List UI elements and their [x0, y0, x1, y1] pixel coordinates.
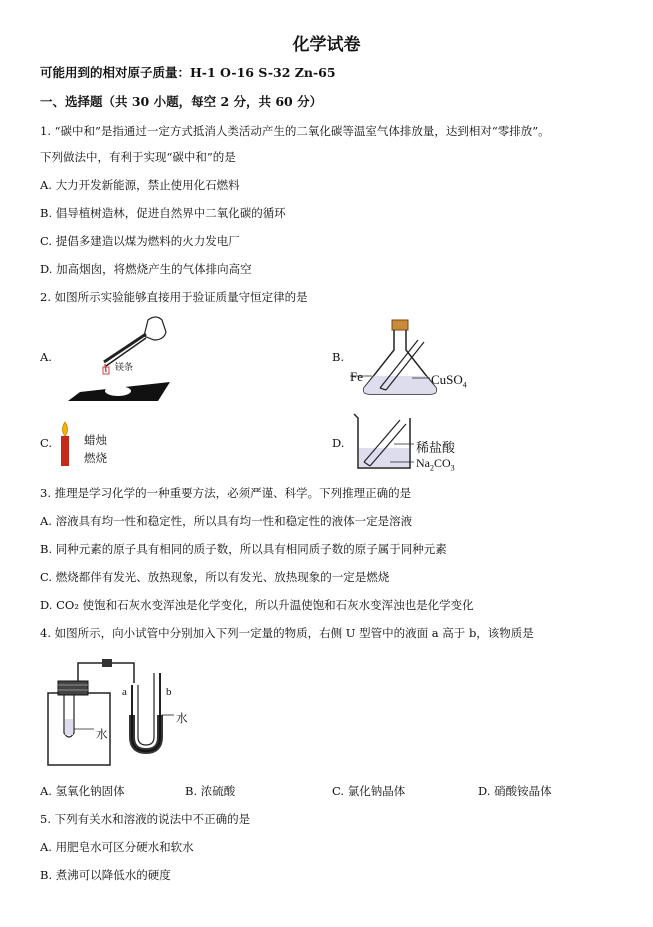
copper-sulfate-label: CuSO$_4$ [431, 372, 467, 390]
q1-stem-line2: 下列做法中，有利于实现“碳中和”的是 [40, 150, 236, 164]
q3-option-a: A. 溶液具有均一性和稳定性，所以具有均一性和稳定性的液体一定是溶液 [40, 514, 413, 528]
q2-option-a: A. [40, 350, 52, 364]
q4-option-d: D. 硝酸铵晶体 [478, 784, 552, 798]
q2-option-b: B. [332, 350, 345, 364]
q3-option-c: C. 燃烧都伴有发光、放热现象，所以有发光、放热现象的一定是燃烧 [40, 570, 390, 584]
u-tube-b-label: b [166, 686, 172, 698]
section-heading: 一、选择题（共 30 小题，每空 2 分，共 60 分） [40, 94, 323, 109]
q5-stem: 5. 下列有关水和溶液的说法中不正确的是 [40, 812, 251, 826]
u-tube-a-label: a [122, 686, 127, 698]
q4-option-b: B. 浓硫酸 [185, 784, 236, 798]
q1-option-d: D. 加高烟囱，将燃烧产生的气体排向高空 [40, 262, 252, 276]
magnesium-label: 镁条 [115, 363, 134, 373]
q4-option-a: A. 氢氧化钠固体 [40, 784, 125, 798]
q4-option-c: C. 氯化钠晶体 [332, 784, 406, 798]
q2-option-c: C. [40, 436, 53, 450]
candle-label-1: 蜡烛 [84, 433, 107, 447]
iron-label: Fe [350, 369, 363, 384]
beaker-hydrochloric-figure [350, 410, 420, 472]
candle-label-2: 燃烧 [84, 451, 107, 465]
q1-option-a: A. 大力开发新能源，禁止使用化石燃料 [40, 178, 240, 192]
candle-figure [56, 420, 74, 468]
q5-option-a: A. 用肥皂水可区分硬水和软水 [40, 840, 194, 854]
q2-stem: 2. 如图所示实验能够直接用于验证质量守恒定律的是 [40, 290, 308, 304]
page-title: 化学试卷 [292, 35, 361, 55]
q4-stem: 4. 如图所示，向小试管中分别加入下列一定量的物质，右侧 U 型管中的液面 a 高于 b，该物质是 [40, 626, 534, 640]
atomic-masses: 可能用到的相对原子质量：H-1 O-16 S-32 Zn-65 [40, 65, 336, 80]
q2-option-d: D. [332, 436, 345, 450]
q1-option-c: C. 提倡多建造以煤为燃料的火力发电厂 [40, 234, 240, 248]
q5-option-b: B. 煮沸可以降低水的硬度 [40, 868, 171, 882]
q3-stem: 3. 推理是学习化学的一种重要方法，必须严谨、科学。下列推理正确的是 [40, 486, 412, 500]
q3-option-b: B. 同种元素的原子具有相同的质子数，所以具有相同质子数的原子属于同种元素 [40, 542, 447, 556]
sodium-carbonate-label: $Na_2CO_3$ [416, 456, 455, 473]
hydrochloric-acid-label: 稀盐酸 [416, 441, 456, 456]
bottle-water-label: 水 [96, 727, 108, 741]
magnesium-burning-figure [60, 312, 200, 402]
u-tube-water-label: 水 [176, 711, 188, 725]
q3-option-d: D. CO₂ 使饱和石灰水变浑浊是化学变化，所以升温使饱和石灰水变浑浊也是化学变化 [40, 598, 474, 612]
q1-stem-line1: 1. “碳中和”是指通过一定方式抵消人类活动产生的二氧化碳等温室气体排放量，达到相对“零排放”。 [40, 124, 550, 138]
flask-iron-copper-sulfate-figure [350, 318, 440, 398]
q1-option-b: B. 倡导植树造林，促进自然界中二氧化碳的循环 [40, 206, 286, 220]
